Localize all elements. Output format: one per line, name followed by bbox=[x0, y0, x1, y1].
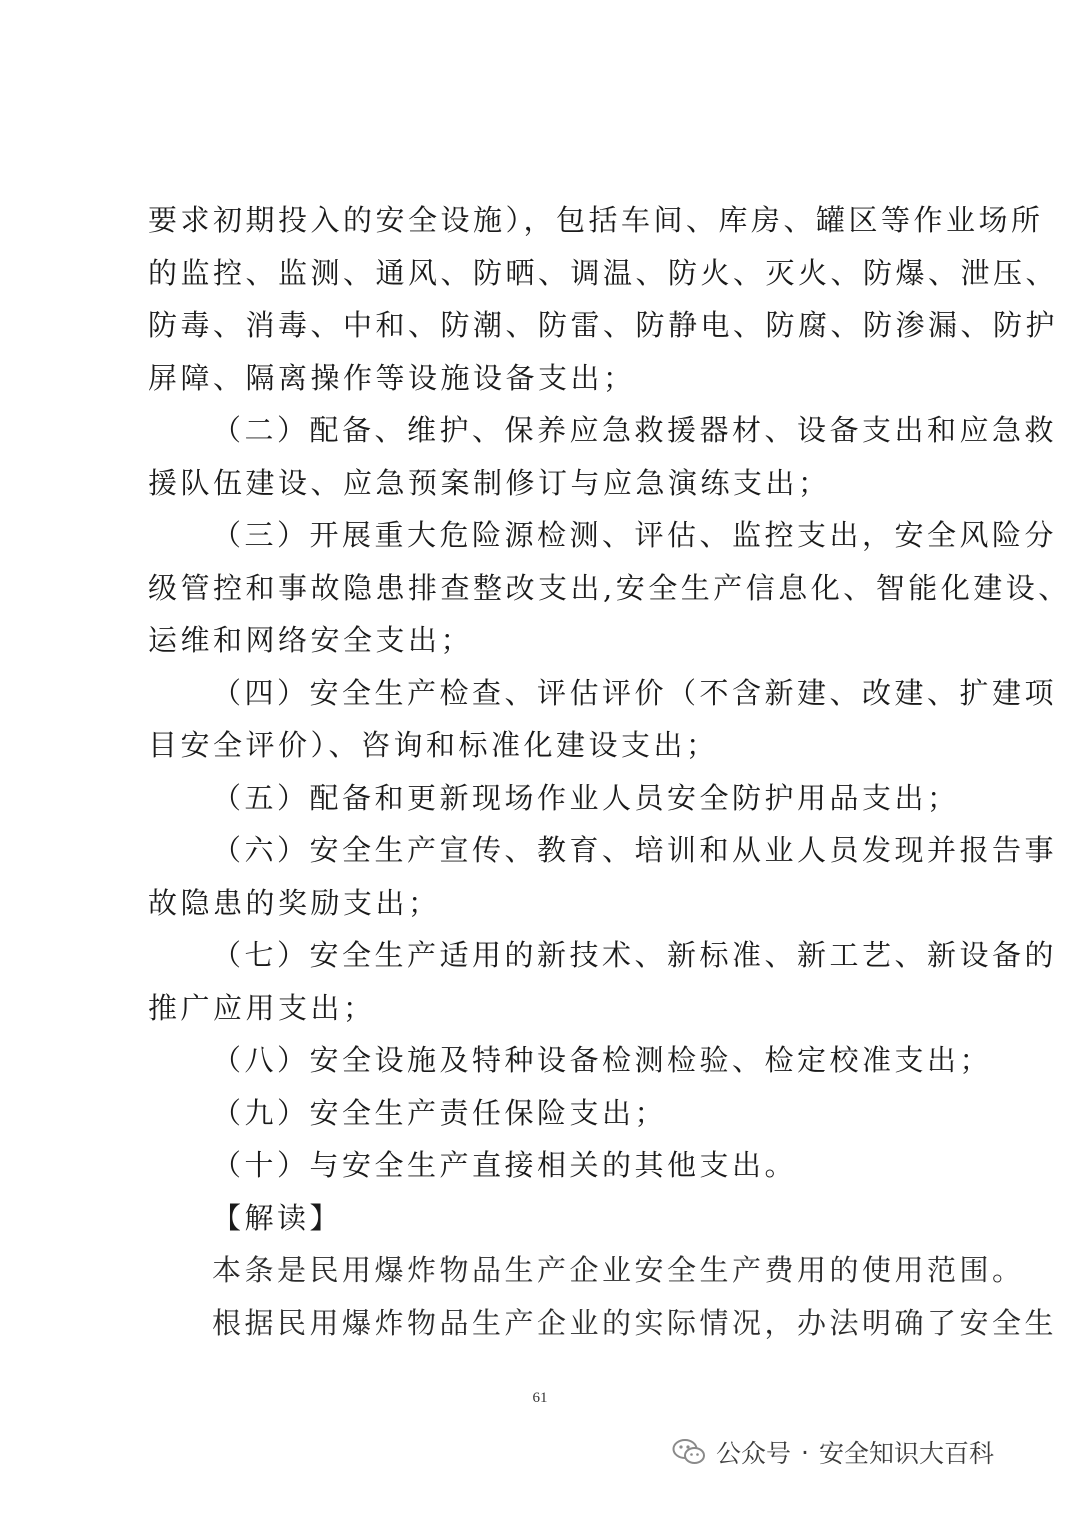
body-line: 援队伍建设、应急预案制修订与应急演练支出； bbox=[148, 465, 831, 500]
body-line: （八）安全设施及特种设备检测检验、检定校准支出； bbox=[212, 1043, 993, 1077]
body-line: （二）配备、维护、保养应急救援器材、设备支出和应急救 bbox=[212, 413, 1058, 447]
body-line: （六）安全生产宣传、教育、培训和从业人员发现并报告事 bbox=[212, 833, 1058, 867]
body-line: 屏障、隔离操作等设施设备支出； bbox=[148, 360, 636, 395]
body-line: 要求初期投入的安全设施），包括车间、库房、罐区等作业场所 bbox=[148, 203, 1044, 237]
body-line: （三）开展重大危险源检测、评估、监控支出，安全风险分 bbox=[212, 518, 1058, 552]
watermark-account-name: 安全知识大百科 bbox=[818, 1439, 994, 1468]
body-line: （九）安全生产责任保险支出； bbox=[212, 1095, 668, 1130]
body-line: 级管控和事故隐患排查整改支出,安全生产信息化、智能化建设、 bbox=[148, 570, 1071, 605]
interpretation-heading: 【解读】 bbox=[212, 1200, 343, 1235]
interpretation-line-1: 本条是民用爆炸物品生产企业安全生产费用的使用范围。 bbox=[212, 1253, 1025, 1287]
body-line: 推广应用支出； bbox=[148, 990, 376, 1025]
watermark bbox=[672, 1432, 994, 1472]
body-line: 的监控、监测、通风、防晒、调温、防火、灭火、防爆、泄压、 bbox=[148, 255, 1059, 290]
body-line: （七）安全生产适用的新技术、新标准、新工艺、新设备的 bbox=[212, 938, 1058, 972]
body-line: （四）安全生产检查、评估评价（不含新建、改建、扩建项 bbox=[212, 675, 1058, 710]
body-lines bbox=[148, 194, 1071, 1192]
body-line: 目安全评价）、咨询和标准化建设支出； bbox=[148, 728, 719, 762]
wechat-icon bbox=[672, 1438, 706, 1466]
body-line: （五）配备和更新现场作业人员安全防护用品支出； bbox=[212, 780, 960, 815]
body-line: 防毒、消毒、中和、防潮、防雷、防静电、防腐、防渗漏、防护 bbox=[148, 308, 1059, 342]
interpretation-line-2: 根据民用爆炸物品生产企业的实际情况，办法明确了安全生 bbox=[212, 1305, 1058, 1340]
document-body bbox=[148, 194, 1071, 1349]
body-line: 故隐患的奖励支出； bbox=[148, 885, 441, 920]
page-number: 61 bbox=[532, 1390, 548, 1406]
watermark-separator: · bbox=[801, 1437, 809, 1467]
body-line: （十）与安全生产直接相关的其他支出。 bbox=[212, 1148, 798, 1182]
watermark-label: 公众号 bbox=[716, 1439, 792, 1468]
body-line: 运维和网络安全支出； bbox=[148, 623, 474, 657]
